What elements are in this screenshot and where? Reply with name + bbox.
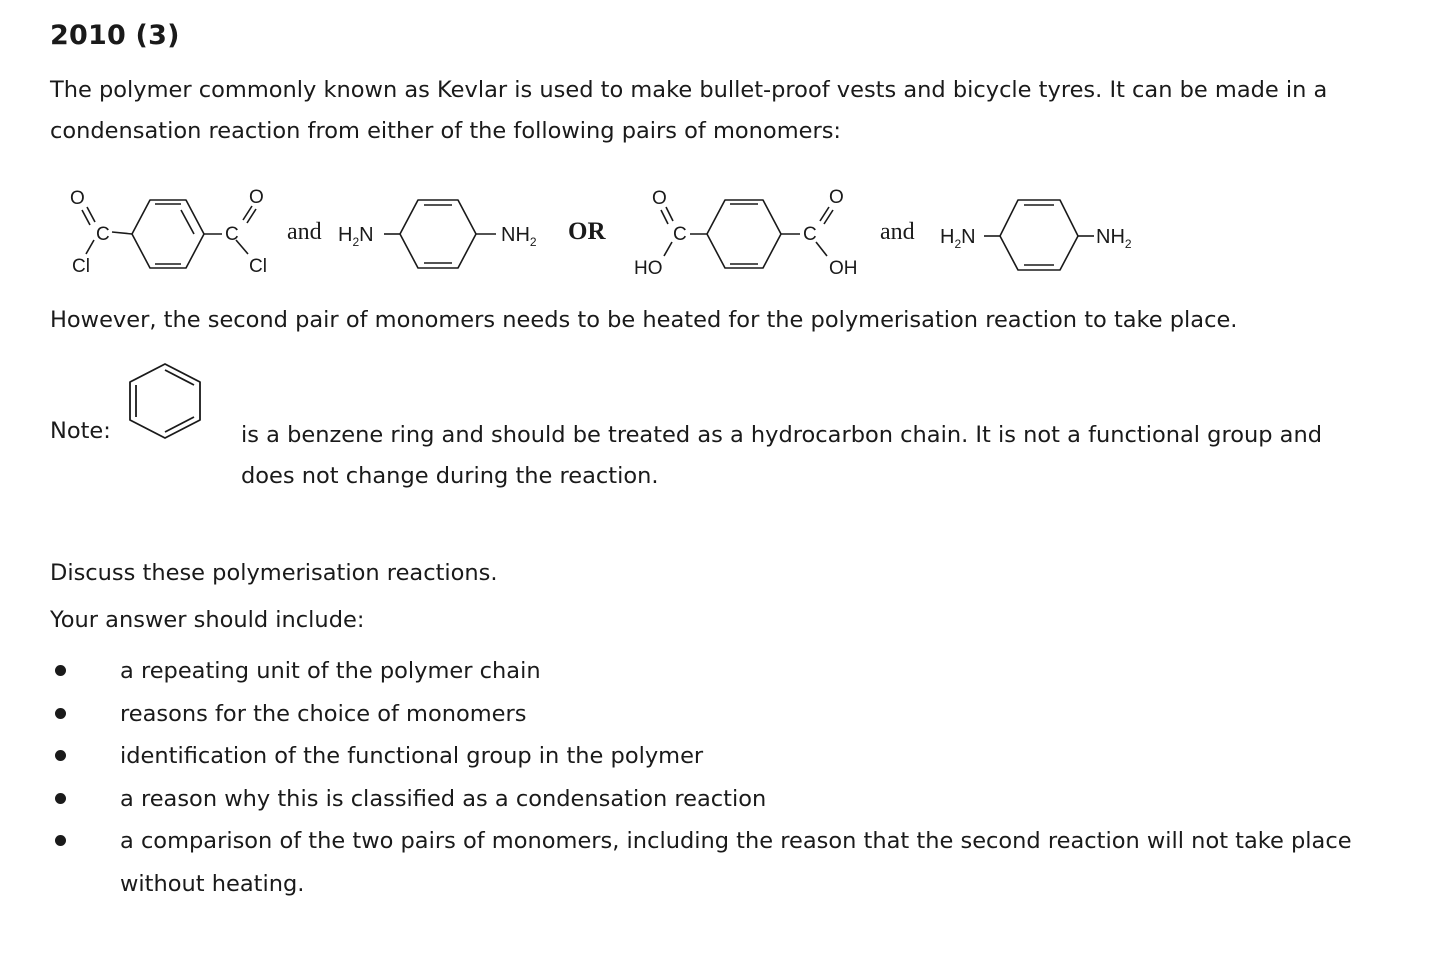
pair2-diamine-nh2: $NH_2$ xyxy=(1096,226,1132,251)
pair2-o1: O xyxy=(652,188,667,209)
pair2-diamine-h: $H_2N$ xyxy=(940,226,976,251)
note-text: is a benzene ring and should be treated as a hydrocarbon chain. It is not a functional group and does not change during the reaction. xyxy=(241,422,1323,489)
pair1-and: and xyxy=(287,219,322,245)
pair1-diamine-h: $H_2N$ xyxy=(338,224,374,249)
question-title: 2010 (3) xyxy=(50,20,180,51)
list-item: a comparison of the two pairs of monomers, including the reason that the second reaction will not take place without heating. xyxy=(50,820,1380,905)
bullet-icon xyxy=(55,750,66,761)
answer-requirements-list xyxy=(50,650,1380,905)
list-item: reasons for the choice of monomers xyxy=(50,693,1380,736)
or-label: OR xyxy=(568,218,606,245)
pair2-and: and xyxy=(880,219,915,245)
list-item: a reason why this is classified as a condensation reaction xyxy=(50,778,1380,821)
include-intro: Your answer should include: xyxy=(50,607,365,633)
pair1-diamine-nh2: $NH_2$ xyxy=(501,224,537,249)
bullet-icon xyxy=(55,793,66,804)
however-paragraph: However, the second pair of monomers needs to be heated for the polymerisation reaction to take place. xyxy=(50,307,1238,333)
pair1-o1: O xyxy=(70,188,85,209)
pair1-c1: C xyxy=(96,224,110,245)
pair2-c1: C xyxy=(673,224,687,245)
bullet-icon xyxy=(55,835,66,846)
benzene-ring-2 xyxy=(400,200,476,268)
bullet-icon xyxy=(55,665,66,676)
diamine-monomer-2 xyxy=(984,200,1094,270)
pair1-cl2: Cl xyxy=(249,256,267,277)
pair1-cl1: Cl xyxy=(72,256,90,277)
list-item: a repeating unit of the polymer chain xyxy=(50,650,1380,693)
benzene-ring-3 xyxy=(707,200,781,268)
discuss-instruction: Discuss these polymerisation reactions. xyxy=(50,560,498,586)
list-item: identification of the functional group in the polymer xyxy=(50,735,1380,778)
note-label: Note: xyxy=(50,418,111,444)
benzene-ring-4 xyxy=(1000,200,1078,270)
bullet-icon xyxy=(55,708,66,719)
note-benzene-ring-icon xyxy=(125,360,205,440)
diamine-monomer-1 xyxy=(384,200,496,268)
pair2-ho: HO xyxy=(634,258,663,279)
intro-paragraph: The polymer commonly known as Kevlar is used to make bullet-proof vests and bicycle tyres. It can be made in a condensation reaction from either of the following pairs of monomers: xyxy=(50,77,1328,144)
pair1-o2: O xyxy=(249,187,264,208)
pair1-c2: C xyxy=(225,224,239,245)
pair2-c2: C xyxy=(803,224,817,245)
pair2-o2: O xyxy=(829,187,844,208)
pair2-oh: OH xyxy=(829,258,858,279)
